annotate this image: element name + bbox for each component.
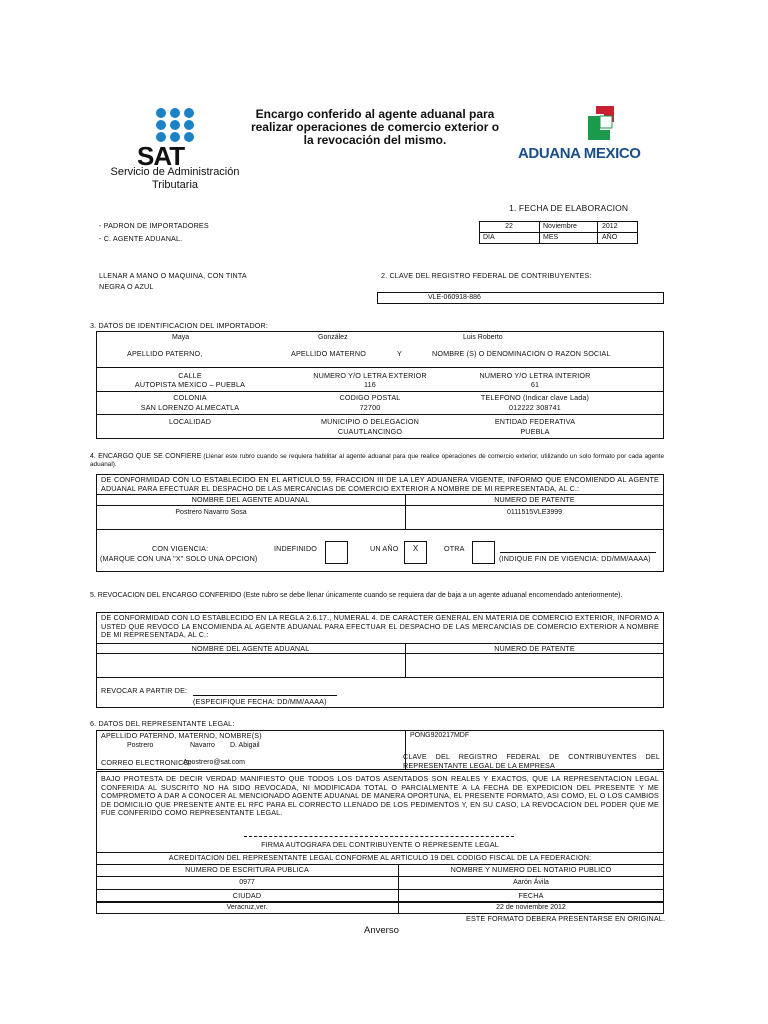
- firma-line[interactable]: [244, 836, 514, 837]
- rep-rfc-label: CLAVE DEL REGISTRO FEDERAL DE CONTRIBUYENTES DEL REPRESENTANTE LEGAL DE LA EMPRESA: [403, 752, 660, 770]
- notario-label: NOMBRE Y NUMERO DEL NOTARIO PUBLICO: [450, 865, 612, 874]
- acreditacion-title: ACREDITACION DEL REPRESENTANTE LEGAL CONFORME AL ARTICULO 19 DEL CODIGO FISCAL DE LA FEDERACION:: [168, 853, 592, 862]
- fecha-mes: Noviembre: [543, 223, 577, 230]
- encargo-patente: 0111515VLE3999: [506, 509, 562, 516]
- section-6-title: 6. DATOS DEL REPRESENTANTE LEGAL:: [90, 719, 235, 728]
- aduana-logo: [586, 104, 622, 142]
- instrucciones-line2: NEGRA O AZUL: [99, 282, 154, 291]
- encargo-agente-label: NOMBRE DEL AGENTE ADUANAL: [191, 495, 310, 504]
- section-3-title: 3. DATOS DE IDENTIFICACION DEL IMPORTADOR:: [90, 321, 269, 330]
- fecha-dia: 22: [505, 223, 513, 230]
- rep-ap-paterno: Postrero: [127, 742, 154, 749]
- un-anio-label: UN AÑO: [370, 544, 399, 553]
- aduana-logo-text: ADUANA MEXICO: [518, 145, 641, 162]
- ap-paterno-label: APELLIDO PATERNO,: [127, 349, 203, 358]
- rfc-value: VLE-060918-886: [428, 294, 481, 301]
- colonia-label: COLONIA: [173, 393, 207, 402]
- protesta-texto: BAJO PROTESTA DE DECIR VERDAD MANIFIESTO QUE TODOS LOS DATOS ASENTADOS SON REALES Y EXACTOS, QUE LA REPRESENTACION LEGAL CONFERIDA AL SUSCRITO NO HA SIDO REVOCADA, NI MODIFICADA TOTAL O PARCIALMENTE A LA FECHA DE EXPEDICION DEL PRESENTE Y ME COMPROMETO A DAR A CONOCER AL MENCIONADO AGENTE ADUANAL DE MANERA OPORTUNA, EL PRESENTE FORMATO, ASI COMO, EL O LOS CAMBIOS DE DOMICILIO QUE PRESENTE ANTE EL RFC PARA EL CORRECTO LLENADO DE LOS PEDIMENTOS Y, EN SU CASO, LA REVOCACION DEL PODER QUE ME FUE CONFERIDO COMO REPRESENTANTE LEGAL.: [101, 774, 659, 817]
- sat-dot-icon: [184, 108, 194, 118]
- escritura-value: 0977: [239, 879, 255, 886]
- num-ext-label: NUMERO Y/O LETRA EXTERIOR: [313, 371, 427, 380]
- fecha-anio: 2012: [602, 223, 618, 230]
- fecha-acred-value: 22 de noviembre 2012: [496, 904, 566, 911]
- option-agente: - C. AGENTE ADUANAL.: [99, 234, 183, 243]
- num-ext-value: 116: [364, 380, 376, 389]
- section-4-heading: 4. ENCARGO QUE SE CONFIERE: [90, 453, 202, 460]
- option-padron: - PADRON DE IMPORTADORES: [99, 221, 209, 230]
- section-5-note: (Este rubro se debe llenar únicamente cuando se requiera dar de baja a un agente aduanal encomendado anteriormente).: [241, 592, 623, 599]
- otra-hint: (INDIQUE FIN DE VIGENCIA: DD/MM/AAAA): [499, 554, 651, 563]
- revocar-label: REVOCAR A PARTIR DE:: [101, 686, 188, 695]
- tel-label: TELEFONO (Indicar clave Lada): [480, 393, 590, 402]
- firma-label: FIRMA AUTOGRAFA DEL CONTRIBUYENTE O REPRESENTE LEGAL: [261, 840, 499, 849]
- sat-dot-icon: [184, 120, 194, 130]
- sat-dot-icon: [156, 120, 166, 130]
- rfc-label: 2. CLAVE DEL REGISTRO FEDERAL DE CONTRIBUYENTES:: [381, 271, 592, 280]
- notario-value: Aarón Ávila: [513, 879, 549, 886]
- sat-logo-text: SAT: [137, 141, 185, 171]
- otra-checkbox[interactable]: [472, 541, 495, 564]
- ap-materno-label: APELLIDO MATERNO: [291, 349, 366, 358]
- revocacion-agente-field[interactable]: [97, 654, 404, 676]
- nombre-label: NOMBRE (S) O DENOMINACION O RAZON SOCIAL: [432, 349, 611, 358]
- revocacion-patente-field[interactable]: [406, 654, 663, 676]
- escritura-label: NUMERO DE ESCRITURA PUBLICA: [185, 865, 309, 874]
- y-label: Y: [397, 349, 402, 358]
- sat-dot-icon: [170, 108, 180, 118]
- entidad-label: ENTIDAD FEDERATIVA: [494, 417, 576, 426]
- rep-correo-label: CORREO ELECTRONICO:: [101, 758, 192, 767]
- fecha-anio-label: AÑO: [602, 234, 618, 241]
- rep-ap-materno: Navarro: [190, 742, 215, 749]
- localidad-label: LOCALIDAD: [168, 417, 212, 426]
- rfc-field[interactable]: [377, 292, 664, 304]
- instrucciones-line1: LLENAR A MANO O MAQUINA, CON TINTA: [99, 271, 247, 280]
- revocar-fecha-line[interactable]: [193, 695, 337, 696]
- vigencia-sub: (MARQUE CON UNA "X" SOLO UNA OPCION): [100, 554, 258, 563]
- fecha-label: 1. FECHA DE ELABORACION: [509, 203, 629, 213]
- rep-correo: Apostrero@sat.com: [183, 759, 245, 766]
- otra-label: OTRA: [444, 544, 465, 553]
- encargo-texto: DE CONFORMIDAD CON LO ESTABLECIDO EN EL ARTICULO 59, FRACCION III DE LA LEY ADUANERA VIGENTE, INFORMO QUE ENCOMIENDO AL AGENTE ADUANAL PARA EFECTUAR EL DESPACHO DE LAS MERCANCIAS DE COMERCIO EXTERIOR A NOMBRE DE MI REPRESENTADA, AL C.:: [101, 475, 659, 493]
- section-4-title: [90, 453, 664, 469]
- otra-fecha-line[interactable]: [500, 552, 656, 553]
- tel-value: 012222 308741: [509, 403, 561, 412]
- rep-nombre-label: APELLIDO PATERNO, MATERNO, NOMBRE(S): [101, 731, 262, 740]
- indefinido-label: INDEFINIDO: [274, 544, 318, 553]
- num-int-value: 61: [530, 380, 540, 389]
- revocacion-agente-label: NOMBRE DEL AGENTE ADUANAL: [191, 644, 310, 653]
- rep-rfc: PONG920217MDF: [410, 732, 470, 739]
- municipio-value: CUAUTLANCINGO: [337, 427, 403, 436]
- cp-value: 72700: [359, 403, 381, 412]
- sat-org-name: Servicio de Administración: [110, 166, 240, 178]
- un-anio-mark: X: [412, 544, 419, 553]
- vigencia-label: CON VIGENCIA:: [152, 544, 209, 553]
- revocacion-patente-label: NUMERO DE PATENTE: [494, 644, 575, 653]
- encargo-patente-label: NUMERO DE PATENTE: [494, 495, 575, 504]
- calle-label: CALLE: [178, 371, 202, 380]
- municipio-label: MUNICIPIO O DELEGACION: [321, 417, 419, 426]
- calle-value: AUTOPISTA MEXICO – PUEBLA: [134, 380, 246, 389]
- fecha-dia-label: DIA: [483, 234, 495, 241]
- importador-ap-paterno: Maya: [172, 334, 190, 341]
- fecha-acred-label: FECHA: [518, 891, 544, 900]
- section-4-note: (Llenar este rubro cuando se requiera habilitar al agente aduanal para que realice operaciones de comercio exterior, utilizando un solo formato por cada agente aduanal).: [90, 453, 665, 468]
- cp-label: CODIGO POSTAL: [339, 393, 401, 402]
- section-5-title: [90, 592, 664, 600]
- num-int-label: NUMERO Y/O LETRA INTERIOR: [479, 371, 591, 380]
- sat-dot-icon: [170, 120, 180, 130]
- footer-note: ESTE FORMATO DEBERA PRESENTARSE EN ORIGINAL.: [466, 914, 666, 923]
- importador-ap-materno: González: [318, 334, 348, 341]
- sat-org-name-2: Tributaria: [151, 179, 199, 191]
- sat-dot-icon: [156, 108, 166, 118]
- fecha-mes-label: MES: [543, 234, 559, 241]
- importador-nombre: Luis Roberto: [463, 334, 503, 341]
- colonia-value: SAN LORENZO ALMECATLA: [140, 403, 240, 412]
- indefinido-checkbox[interactable]: [325, 541, 348, 564]
- page-side-label: Anverso: [364, 925, 399, 936]
- entidad-value: PUEBLA: [520, 427, 550, 436]
- encargo-agente: Postrero Navarro Sosa: [175, 509, 247, 516]
- rep-nombre: D. Abigail: [230, 742, 260, 749]
- ciudad-label: CIUDAD: [232, 891, 262, 900]
- page-title: Encargo conferido al agente aduanal para realizar operaciones de comercio exterior o la revocación del mismo.: [250, 107, 500, 147]
- revocar-hint: (ESPECIFIQUE FECHA: DD/MM/AAAA): [193, 697, 327, 706]
- section-5-heading: 5. REVOCACION DEL ENCARGO CONFERIDO: [90, 592, 242, 599]
- aduana-emblem-icon: [586, 104, 622, 142]
- ciudad-value: Veracruz,ver.: [226, 904, 268, 911]
- revocacion-texto: DE CONFORMIDAD CON LO ESTABLECIDO EN LA REGLA 2.6.17., NUMERAL 4. DE CARACTER GENERAL EN MATERIA DE COMERCIO EXTERIOR, INFORMO A USTED QUE REVOCO LA ENCOMIENDA AL AGENTE ADUANAL PARA EFECTUAR EL DESPACHO DE LAS MERCANCIAS DE COMERCIO EXTERIOR A NOMBRE DE MI REPRESENTADA, AL C.:: [101, 613, 659, 639]
